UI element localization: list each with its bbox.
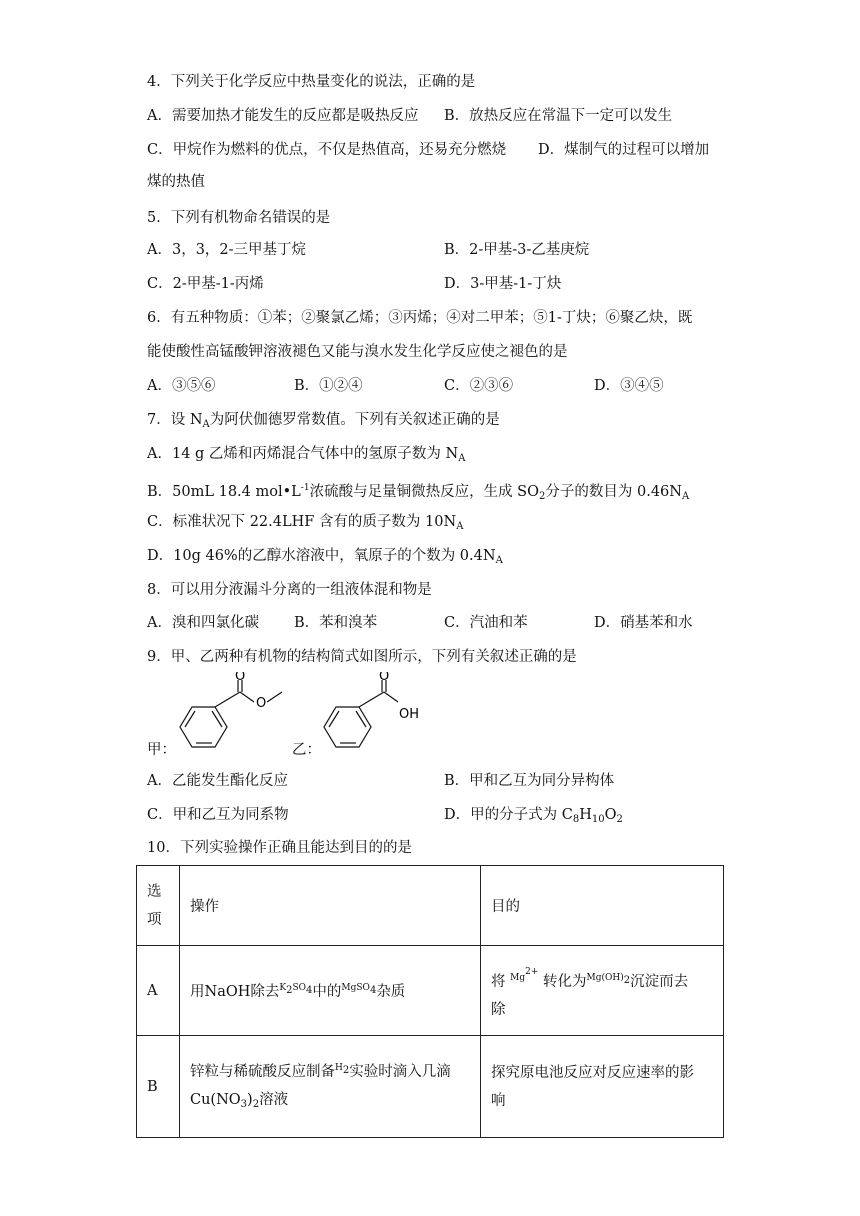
q4-option-a[interactable]: A．需要加热才能发生的反应都是吸热反应: [147, 108, 419, 124]
q7-option-c[interactable]: [147, 512, 463, 537]
q7-c-text: C．标准状况下 22.4LHF 含有的质子数为 10N: [147, 514, 457, 530]
row-a-op-3: 中的: [312, 984, 342, 1000]
q7-option-a[interactable]: [147, 444, 465, 469]
q7-stem-sub: A: [202, 419, 210, 430]
row-a-op-mg: MgSO4: [341, 983, 377, 996]
q8-stem: 8．可以用分液漏斗分离的一组液体混和物是: [147, 582, 432, 598]
row-b-label-cell: [137, 1036, 180, 1138]
methyl-benzoate-structure: [170, 672, 290, 762]
q9-option-d[interactable]: [444, 805, 623, 830]
row-b-label: B: [147, 1078, 158, 1095]
header-option-l1: 选: [147, 883, 162, 900]
row-a-op-4: 杂质: [376, 984, 406, 1000]
table-header-row: [137, 866, 724, 946]
q7-b-mid: 浓硫酸与足量铜微热反应，生成 SO: [309, 484, 540, 500]
q6-option-a[interactable]: A．③⑤⑥: [147, 378, 216, 394]
row-a-goal-l2: 除: [491, 1001, 506, 1018]
q9-label-yi: 乙：: [292, 742, 321, 758]
yi-carbonyl-o: O: [379, 672, 390, 684]
q7-b-text: B．50mL 18.4 mol•L: [147, 484, 301, 500]
row-a-operation: [180, 946, 481, 1036]
q4-option-d[interactable]: D．煤制气的过程可以增加: [538, 142, 710, 158]
q7-b-sub2: A: [681, 491, 690, 502]
header-option-cell: [137, 866, 180, 946]
q7-d-sub: A: [495, 555, 503, 566]
q7-option-d[interactable]: [147, 546, 503, 571]
q9-label-jia: 甲：: [147, 742, 176, 758]
row-a-op-1: 用: [190, 984, 205, 1000]
q4-option-d-cont: 煤的热值: [147, 174, 205, 190]
table-row: [137, 946, 724, 1036]
row-a-label: A: [147, 982, 158, 999]
q7-d-text: D．10g 46%的乙醇水溶液中，氧原子的个数为 0.4N: [147, 548, 496, 564]
header-operation-cell: [180, 866, 481, 946]
q9-stem: 9．甲、乙两种有机物的结构简式如图所示，下列有关叙述正确的是: [147, 649, 577, 665]
row-b-op-l1: 锌粒与稀硫酸反应制备$^{H_2}$实验时滴入几滴: [190, 1063, 451, 1080]
q6-stem-cont: 能使酸性高锰酸钾溶液褪色又能与溴水发生化学反应使之褪色的是: [147, 344, 568, 360]
q8-option-d[interactable]: D．硝基苯和水: [594, 615, 693, 631]
q6-option-b[interactable]: B．①②④: [294, 378, 363, 394]
q9-option-b[interactable]: B．甲和乙互为同分异构体: [444, 773, 615, 789]
q9-option-c[interactable]: C．甲和乙互为同系物: [147, 807, 289, 823]
row-b-goal-l1: 探究原电池反应对反应速率的影: [491, 1064, 694, 1081]
table-row: [137, 1036, 724, 1138]
q4-stem: 4．下列关于化学反应中热量变化的说法，正确的是: [147, 74, 476, 90]
row-b-goal-l2: 响: [491, 1092, 506, 1109]
q8-option-b[interactable]: B．苯和溴苯: [294, 615, 378, 631]
q7-b-sub1: 2: [539, 491, 546, 502]
q9-d-text: D．甲的分子式为 C: [444, 807, 573, 823]
q5-option-c[interactable]: C．2-甲基-1-丙烯: [147, 276, 264, 292]
q7-stem: [147, 410, 500, 435]
q7-option-b[interactable]: [147, 478, 689, 507]
q9-d-o: O: [604, 807, 617, 823]
q8-option-c[interactable]: C．汽油和苯: [444, 615, 528, 631]
q6-option-d[interactable]: D．③④⑤: [594, 378, 664, 394]
row-a-op-naoh: NaOH: [204, 984, 251, 1000]
q10-table: [136, 865, 724, 1138]
q7-stem-post: 为阿伏伽德罗常数值。下列有关叙述正确的是: [209, 412, 500, 428]
q6-stem: 6．有五种物质：①苯；②聚氯乙烯；③丙烯；④对二甲苯；⑤1-丁炔；⑥聚乙炔，既: [147, 310, 693, 326]
q10-stem: 10．下列实验操作正确且能达到目的的是: [147, 840, 412, 856]
benzoic-acid-structure: [314, 672, 434, 762]
q4-option-c[interactable]: C．甲烷作为燃料的优点，不仅是热值高，还易充分燃烧: [147, 142, 507, 158]
q7-a-text: A．14 g 乙烯和丙烯混合气体中的氢原子数为 N: [147, 446, 459, 462]
header-operation: 操作: [190, 899, 219, 915]
q5-stem: 5．下列有机物命名错误的是: [147, 210, 331, 226]
jia-ester-o: O: [256, 696, 267, 711]
q9-d-s2: 10: [591, 814, 605, 825]
q9-option-a[interactable]: A．乙能发生酯化反应: [147, 773, 288, 789]
q9-d-s1: 8: [572, 814, 580, 825]
q9-d-s3: 2: [616, 814, 623, 825]
row-b-goal: [481, 1036, 724, 1138]
row-a-label-cell: [137, 946, 180, 1036]
jia-carbonyl-o: O: [235, 672, 246, 684]
q7-b-post: 分子的数目为 0.46N: [545, 484, 682, 500]
header-option-l2: 项: [147, 911, 162, 928]
q7-c-sub: A: [456, 521, 464, 532]
q6-option-c[interactable]: C．②③⑥: [444, 378, 514, 394]
q4-option-b[interactable]: B．放热反应在常温下一定可以发生: [444, 108, 673, 124]
q7-b-sup: -1: [300, 483, 310, 493]
header-goal-cell: [481, 866, 724, 946]
q5-option-b[interactable]: B．2-甲基-3-乙基庚烷: [444, 242, 590, 258]
header-goal: 目的: [491, 899, 520, 915]
q9-d-h: H: [579, 807, 592, 823]
q8-option-a[interactable]: A．溴和四氯化碳: [147, 615, 259, 631]
row-a-op-k: K2SO4: [279, 983, 313, 996]
row-b-operation: [180, 1036, 481, 1138]
row-a-op-2: 除去: [250, 984, 280, 1000]
row-b-op-l2: $Cu(NO_3)_2$溶液: [190, 1092, 289, 1110]
row-a-goal: [481, 946, 724, 1036]
yi-hydroxyl-oh: OH: [399, 707, 420, 722]
q5-option-d[interactable]: D．3-甲基-1-丁炔: [444, 276, 562, 292]
row-a-goal-l1: 将 $^{Mg^{2+}}$ 转化为$^{Mg(OH)_2}$沉淀而去: [491, 966, 689, 990]
q7-stem-pre: 7．设 N: [147, 412, 203, 428]
q5-option-a[interactable]: A．3，3，2-三甲基丁烷: [147, 242, 307, 258]
q7-a-sub: A: [458, 453, 466, 464]
